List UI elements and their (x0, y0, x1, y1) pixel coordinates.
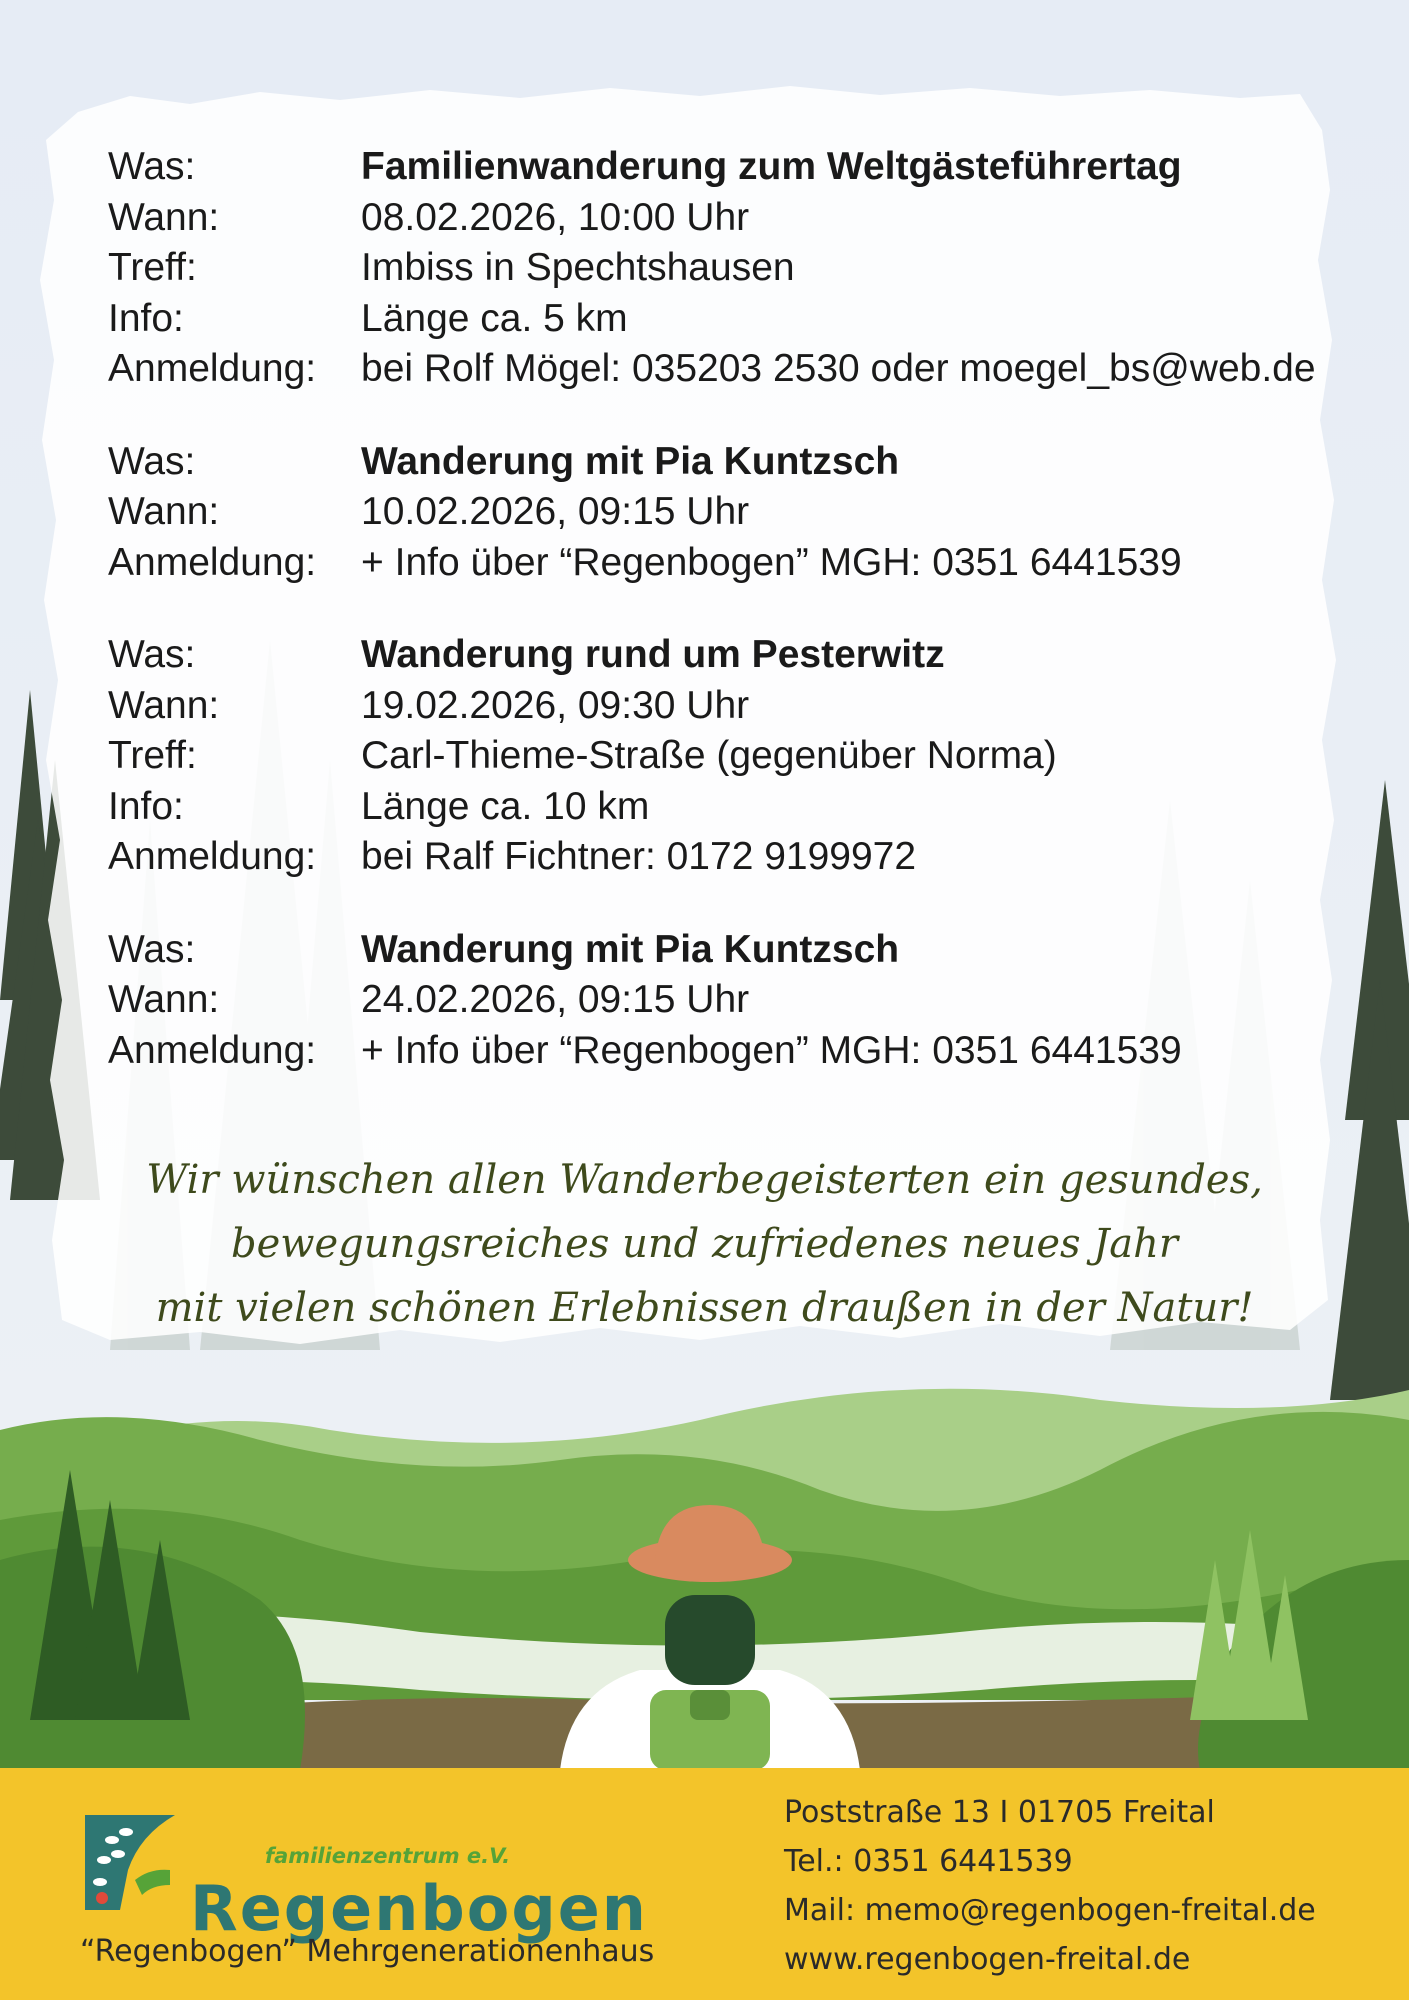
contact-block (784, 1788, 1316, 1984)
event-field-label: Wann: (108, 683, 220, 727)
event-row (108, 344, 1368, 395)
website: www.regenbogen-freital.de (784, 1942, 1191, 1977)
org-tagline: familienzentrum e.V. (265, 1844, 511, 1868)
event-field-value: bei Rolf Mögel: 035203 2530 oder moegel_bs@web.de (361, 347, 1316, 390)
event-row (108, 437, 1368, 488)
event-field-label: Treff: (108, 246, 197, 289)
event-field-value: 19.02.2026, 09:30 Uhr (361, 683, 750, 727)
event-field-value: + Info über “Regenbogen” MGH: 0351 6441539 (361, 1028, 1182, 1072)
event-field-value: bei Ralf Fichtner: 0172 9199972 (361, 835, 917, 878)
event-field-value: 24.02.2026, 09:15 Uhr (361, 978, 750, 1021)
event-field-label: Wann: (108, 490, 220, 533)
event-row (108, 294, 1368, 345)
event-row (108, 731, 1368, 782)
event-field-label: Was: (108, 439, 196, 483)
org-logo (80, 1798, 648, 1945)
event-row (108, 1026, 1368, 1077)
greeting-line-2: bewegungsreiches und zufriedenes neues Jahr (230, 1221, 1178, 1267)
event-row (108, 630, 1368, 681)
event-row (108, 538, 1368, 589)
event-field-label: Anmeldung: (108, 347, 317, 390)
greeting-text (0, 1148, 1409, 1340)
event-field-value: Carl-Thieme-Straße (gegenüber Norma) (361, 734, 1057, 777)
greeting-line-1: Wir wünschen allen Wanderbegeisterten ein gesundes, (146, 1157, 1263, 1203)
event-row (108, 832, 1368, 883)
event-field-value: 10.02.2026, 09:15 Uhr (361, 490, 750, 533)
event-field-label: Anmeldung: (108, 835, 317, 878)
event-field-label: Anmeldung: (108, 540, 317, 584)
event-field-value: Imbiss in Spechtshausen (361, 246, 795, 289)
footer (0, 1768, 1409, 2000)
event-title: Wanderung mit Pia Kuntzsch (361, 927, 900, 971)
org-name: Regenbogen (190, 1872, 648, 1945)
event-row (108, 243, 1368, 294)
event-field-label: Wann: (108, 195, 220, 239)
event-title: Wanderung rund um Pesterwitz (361, 633, 945, 676)
event-field-value: Länge ca. 10 km (361, 784, 650, 828)
event-field-label: Treff: (108, 734, 197, 777)
event-block (108, 142, 1368, 395)
event-field-value: + Info über “Regenbogen” MGH: 0351 6441539 (361, 540, 1182, 584)
event-field-label: Was: (108, 927, 196, 971)
phone: Tel.: 0351 6441539 (784, 1844, 1073, 1879)
event-field-label: Was: (108, 145, 196, 188)
footsteps-logo-icon (80, 1810, 185, 1915)
event-row (108, 487, 1368, 538)
event-block (108, 437, 1368, 589)
event-title: Familienwanderung zum Weltgästeführertag (361, 145, 1182, 188)
event-row (108, 975, 1368, 1026)
event-list (108, 142, 1368, 1118)
event-row (108, 681, 1368, 732)
greeting-line-3: mit vielen schönen Erlebnissen draußen in der Natur! (155, 1285, 1254, 1331)
event-block (108, 925, 1368, 1077)
house-subtitle: “Regenbogen” Mehrgenerationenhaus (80, 1934, 655, 1969)
event-row (108, 782, 1368, 833)
event-field-label: Info: (108, 296, 184, 340)
event-field-label: Info: (108, 784, 184, 828)
event-field-label: Anmeldung: (108, 1028, 317, 1072)
event-row (108, 142, 1368, 193)
email: Mail: memo@regenbogen-freital.de (784, 1893, 1316, 1928)
event-field-label: Was: (108, 633, 196, 676)
event-title: Wanderung mit Pia Kuntzsch (361, 439, 900, 483)
event-field-value: 08.02.2026, 10:00 Uhr (361, 195, 750, 239)
event-row (108, 193, 1368, 244)
event-field-value: Länge ca. 5 km (361, 296, 628, 340)
event-field-label: Wann: (108, 978, 220, 1021)
event-row (108, 925, 1368, 976)
address: Poststraße 13 I 01705 Freital (784, 1795, 1215, 1830)
event-block (108, 630, 1368, 883)
